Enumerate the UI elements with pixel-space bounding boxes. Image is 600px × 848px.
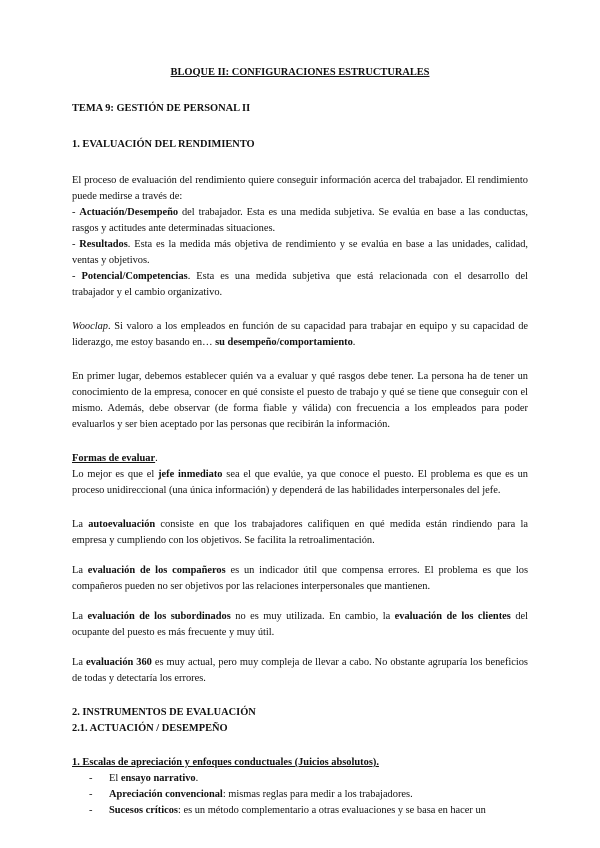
- intro-paragraph: El proceso de evaluación del rendimiento quiere conseguir información acerca del trabajador. El rendimiento puede medirse a través de:: [72, 175, 528, 202]
- formas-heading: Formas de evaluar.: [72, 453, 158, 464]
- scales-list: [72, 771, 528, 819]
- list-item-resultados: - Resultados. Esta es la medida más objetiva de rendimiento y se evalúa en base a las unidades, calidad, ventas y objetivos.: [72, 239, 528, 266]
- list-item-apreciacion: - Apreciación convencional: mismas reglas para medir a los trabajadores.: [72, 787, 528, 803]
- list-item-potencial: - Potencial/Competencias. Esta es una medida subjetiva que está relacionada con el desarrollo del trabajador y el cambio organizativo.: [72, 271, 528, 298]
- document-content: [72, 65, 528, 819]
- jefe-paragraph: Lo mejor es que el jefe inmediato sea el que evalúe, ya que conoce el puesto. El problema es que es un proceso unidireccional (una única información) y dependerá de las habilidades interpersonales del jefe.: [72, 469, 528, 496]
- section-heading-instrumentos: 2. INSTRUMENTOS DE EVALUACIÓN: [72, 707, 256, 718]
- autoevaluacion-paragraph: La autoevaluación consiste en que los trabajadores califiquen en qué medida están rindiendo para la empresa y cumpliendo con los objetivos. Se facilita la retroalimentación.: [72, 519, 528, 546]
- list-item-sucesos: - Sucesos críticos: es un método complementario a otras evaluaciones y se basa en hacer un: [72, 803, 528, 819]
- list-item-actuacion: - Actuación/Desempeño del trabajador. Esta es una medida subjetiva. Se evalúa en base a las conductas, rasgos y actitudes ante determinadas situaciones.: [72, 207, 528, 234]
- document-title: BLOQUE II: CONFIGURACIONES ESTRUCTURALES: [170, 67, 430, 78]
- evaluacion-360-paragraph: La evaluación 360 es muy actual, pero muy compleja de llevar a cabo. No obstante agruparía los beneficios de todas y detectaría los errores.: [72, 657, 528, 684]
- evaluator-paragraph: En primer lugar, debemos establecer quién va a evaluar y qué rasgos debe tener. La persona ha de tener un conocimiento de la empresa, conocer en qué consiste el puesto de trabajo y qué se tiene que conseguir con el mismo. Además, debe observar (de forma fiable y válida) con frecuencia a los empleados para poder evaluarlos y ser bien aceptado por las personas que recibirán la información.: [72, 371, 528, 430]
- scales-heading: 1. Escalas de apreciación y enfoques conductuales (Juicios absolutos).: [72, 757, 379, 768]
- subordinados-paragraph: La evaluación de los subordinados no es muy utilizada. En cambio, la evaluación de los clientes del ocupante del puesto es más frecuente y muy útil.: [72, 611, 529, 638]
- section-heading-evaluacion: 1. EVALUACIÓN DEL RENDIMIENTO: [72, 139, 255, 150]
- companeros-paragraph: La evaluación de los compañeros es un indicador útil que compensa errores. El problema es que los compañeros pueden no ser objetivos por las relaciones interpersonales que mantienen.: [72, 565, 529, 592]
- wooclap-paragraph: Wooclap. Si valoro a los empleados en función de su capacidad para trabajar en equipo y su capacidad de liderazgo, me estoy basando en… su desempeño/comportamiento.: [72, 321, 528, 348]
- subsection-heading-actuacion: 2.1. ACTUACIÓN / DESEMPEÑO: [72, 723, 228, 734]
- list-item-ensayo: - El ensayo narrativo.: [72, 771, 528, 787]
- topic-heading: TEMA 9: GESTIÓN DE PERSONAL II: [72, 103, 251, 114]
